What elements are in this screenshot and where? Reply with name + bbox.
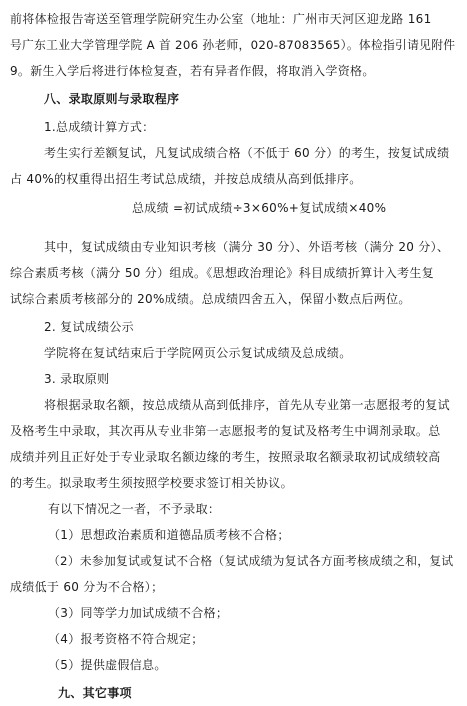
- section-heading: 九、其它事项: [58, 686, 132, 700]
- paragraph-line: 学院将在复试结束后于学院网页公示复试成绩及总成绩。: [44, 346, 352, 360]
- section-heading: 八、录取原则与录取程序: [44, 92, 180, 106]
- paragraph-line: 试综合素质考核部分的 20%成绩。总成绩四舍五入，保留小数点后两位。: [10, 292, 411, 306]
- paragraph-line: 及格考生中录取，其次再从专业非第一志愿报考的复试及格考生中调剂录取。总: [10, 424, 441, 438]
- subsection-heading: 2. 复试成绩公示: [44, 320, 134, 334]
- formula: 总成绩 =初试成绩÷3×60%+复试成绩×40%: [132, 201, 387, 215]
- paragraph-line: 的考生。拟录取考生须按照学校要求签订相关协议。: [10, 476, 293, 490]
- paragraph-line: 占 40%的权重得出招生考试总成绩，并按总成绩从高到低排序。: [10, 172, 362, 186]
- paragraph-line: 号广东工业大学管理学院 A 首 206 孙老师，020-87083565）。体检指引请见附件: [10, 38, 456, 52]
- list-item: （5）提供虚假信息。: [48, 658, 167, 672]
- list-item: （4）报考资格不符合规定；: [48, 632, 204, 646]
- paragraph-line: 其中，复试成绩由专业知识考核（满分 30 分）、外语考核（满分 20 分）、: [44, 240, 450, 254]
- paragraph-line: 将根据录取名额，按总成绩从高到低排序，首先从专业第一志愿报考的复试: [44, 398, 450, 412]
- paragraph-line: 9。新生入学后将进行体检复查，若有异者作假，将取消入学资格。: [10, 64, 375, 78]
- list-item-continuation: 成绩低于 60 分为不合格）；: [10, 580, 164, 594]
- list-item: （1）思想政治素质和道德品质考核不合格；: [48, 528, 290, 542]
- paragraph-line: 前将体检报告寄送至管理学院研究生办公室（地址：广州市天河区迎龙路 161: [10, 12, 432, 26]
- paragraph-line: 综合素质考核（满分 50 分）组成。《思想政治理论》科目成绩折算计入考生复: [10, 266, 435, 280]
- subsection-heading: 1.总成绩计算方式：: [44, 120, 155, 134]
- paragraph-line: 成绩并列且正好处于专业录取名额边缘的考生，按照录取名额录取初试成绩较高: [10, 450, 441, 464]
- paragraph-line: 考生实行差额复试，凡复试成绩合格（不低于 60 分）的考生，按复试成绩: [44, 146, 450, 160]
- paragraph-line: 有以下情况之一者，不予录取：: [48, 502, 221, 516]
- list-item: （2）未参加复试或复试不合格（复试成绩为复试各方面考核成绩之和，复试: [48, 554, 454, 568]
- subsection-heading: 3. 录取原则: [44, 372, 110, 386]
- list-item: （3）同等学力加试成绩不合格；: [48, 606, 229, 620]
